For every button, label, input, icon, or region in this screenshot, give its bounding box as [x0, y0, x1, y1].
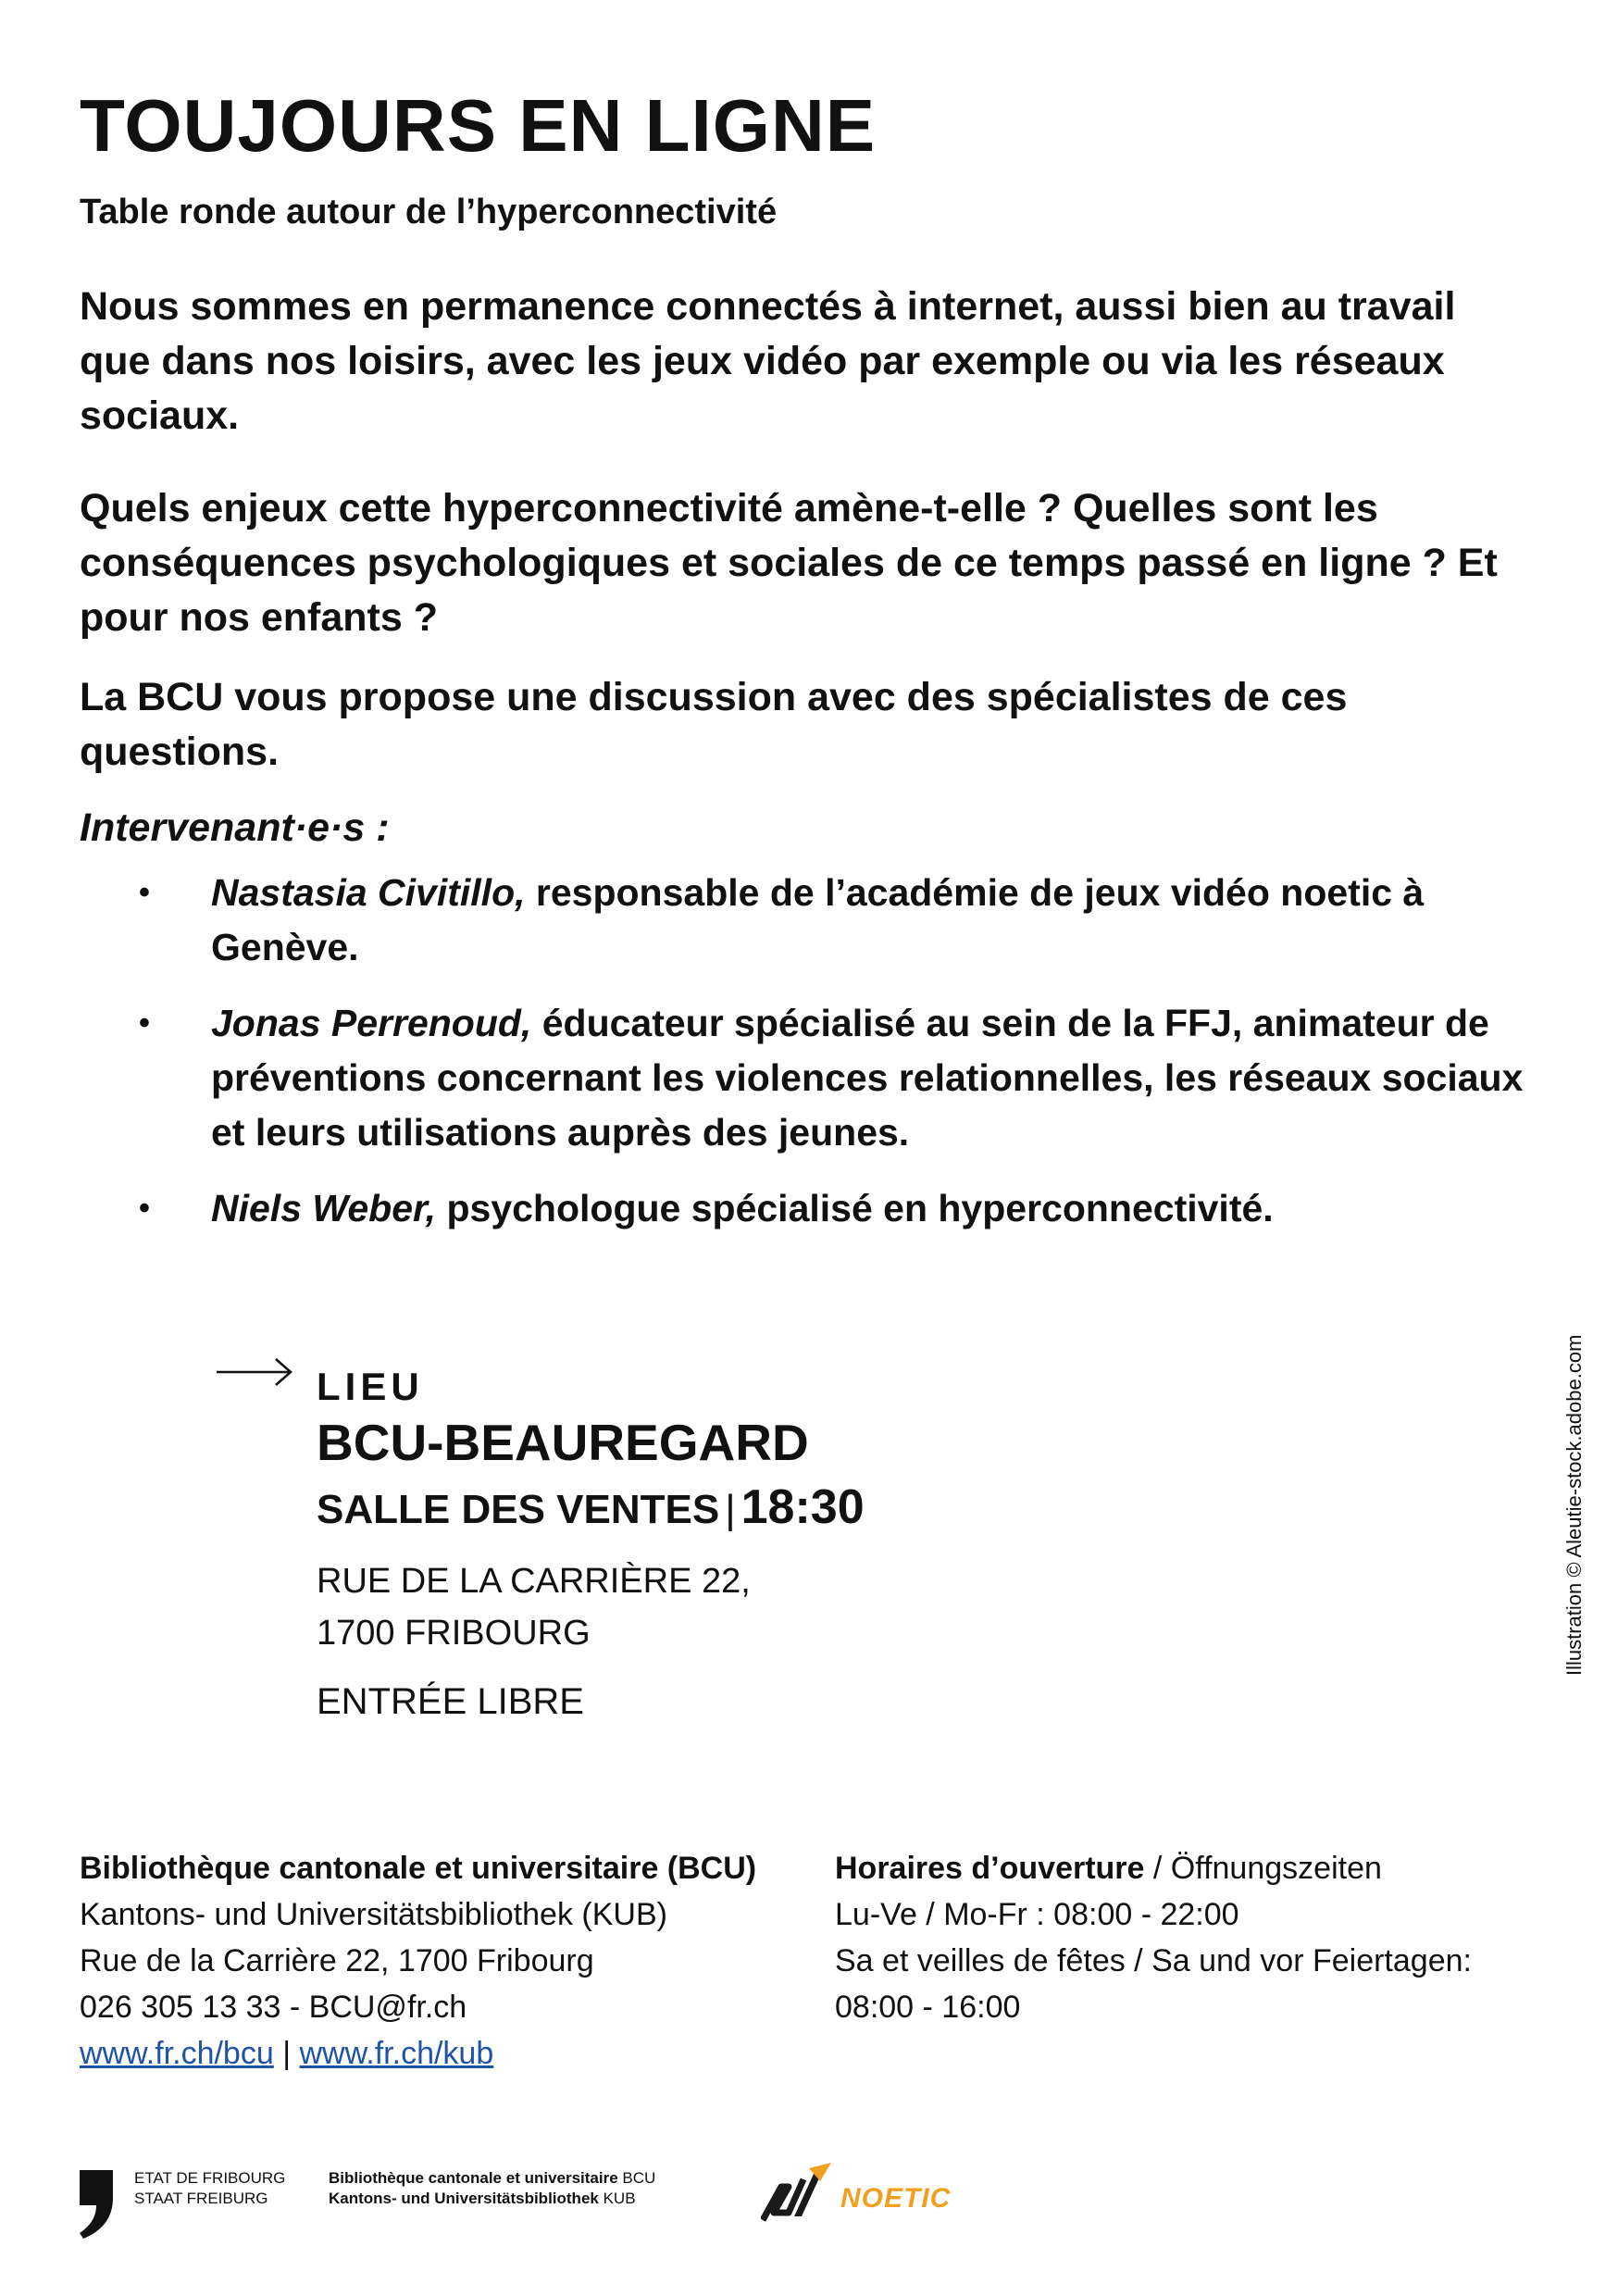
speaker-description: éducateur spécialisé au sein de la FFJ, animateur de préventions concernant les violences relationnelles, les réseaux sociaux et leurs utilisations auprès des jeunes.: [211, 1002, 1524, 1154]
speaker-name: Jonas Perrenoud,: [211, 1002, 532, 1044]
hours-saturday: Sa et veilles de fêtes / Sa und vor Feiertagen:: [835, 1943, 1472, 1978]
speaker-name: Nastasia Civitillo,: [211, 871, 526, 914]
bcu-footer-line-fr: [329, 2168, 655, 2189]
speaker-description: psychologue spécialisé en hyperconnectivité.: [436, 1187, 1274, 1229]
library-address: Rue de la Carrière 22, 1700 Fribourg: [80, 1943, 594, 1978]
poster-title: TOUJOURS EN LIGNE: [80, 84, 877, 167]
entry-info: ENTRÉE LIBRE: [317, 1681, 584, 1722]
poster-subtitle: Table ronde autour de l’hyperconnectivité: [80, 193, 778, 231]
event-time: 18:30: [741, 1480, 865, 1534]
venue-name: BCU-BEAUREGARD: [317, 1414, 809, 1471]
address-line: RUE DE LA CARRIÈRE 22,: [317, 1562, 751, 1601]
questions-paragraph: Quels enjeux cette hyperconnectivité amène-t-elle ? Quelles sont les conséquences psychologiques et sociales de ce temps passé en ligne ? Et pour nos enfants ?: [80, 486, 1498, 640]
bcu-footer-de-tail: KUB: [598, 2190, 636, 2207]
illustration-credit: Illustration © Aleutie-stock.adobe.com: [1562, 1334, 1586, 1676]
state-of-fribourg: [134, 2168, 285, 2209]
speaker-item: [80, 866, 1524, 975]
fribourg-comma-logo-icon: [76, 2166, 118, 2240]
hours-title-fr: Horaires d’ouverture: [835, 1851, 1145, 1886]
hours-title-de: / Öffnungszeiten: [1144, 1851, 1382, 1886]
state-line-de: STAAT FREIBURG: [134, 2190, 268, 2207]
library-name-de: Kantons- und Universitätsbibliothek (KUB): [80, 1897, 667, 1932]
bcu-footer-logo: [329, 2168, 655, 2209]
bcu-link[interactable]: www.fr.ch/bcu: [80, 2036, 274, 2071]
kub-link[interactable]: www.fr.ch/kub: [299, 2036, 494, 2071]
speaker-item: [80, 1181, 1524, 1236]
room-name: SALLE DES VENTES: [317, 1487, 720, 1532]
speaker-description: responsable de l’académie de jeux vidéo noetic à Genève.: [211, 871, 1425, 968]
library-phone-email: 026 305 13 33 - BCU@fr.ch: [80, 1990, 467, 2025]
library-name: Bibliothèque cantonale et universitaire (BCU): [80, 1851, 757, 1886]
address-line: 1700 FRIBOURG: [317, 1614, 591, 1653]
links-separator: |: [282, 2036, 292, 2071]
speaker-name: Niels Weber,: [211, 1187, 437, 1229]
opening-hours: [835, 1845, 1472, 2030]
state-line-fr: ETAT DE FRIBOURG: [134, 2169, 286, 2187]
arrow-right-icon: [215, 1354, 294, 1391]
hours-weekdays: Lu-Ve / Mo-Fr : 08:00 - 22:00: [835, 1897, 1239, 1932]
bcu-footer-fr-bold: Bibliothèque cantonale et universitaire: [329, 2169, 618, 2187]
room-and-time: [317, 1479, 865, 1535]
venue-address: [317, 1555, 751, 1659]
library-contact: [80, 1845, 756, 2077]
bcu-footer-fr-tail: BCU: [617, 2169, 656, 2187]
hours-saturday-times: 08:00 - 16:00: [835, 1990, 1021, 2025]
speakers-list: [80, 866, 1524, 1257]
hours-title: [835, 1845, 1472, 1891]
location-label: LIEU: [317, 1365, 424, 1408]
speakers-heading: Intervenant·e·s :: [80, 805, 390, 850]
intro-paragraph: Nous sommes en permanence connectés à internet, aussi bien au travail que dans nos loisirs, avec les jeux vidéo par exemple ou via les réseaux sociaux.: [80, 284, 1456, 438]
speaker-item: [80, 996, 1524, 1160]
noetic-wordmark: NOETIC: [840, 2183, 952, 2214]
library-links: [80, 2030, 756, 2077]
bcu-footer-line-de: [329, 2189, 655, 2209]
room-separator: |: [725, 1487, 736, 1532]
discussion-paragraph: La BCU vous propose une discussion avec des spécialistes de ces questions.: [80, 675, 1348, 774]
bcu-footer-de-bold: Kantons- und Universitätsbibliothek: [329, 2190, 599, 2207]
noetic-logo-icon: [761, 2159, 835, 2227]
